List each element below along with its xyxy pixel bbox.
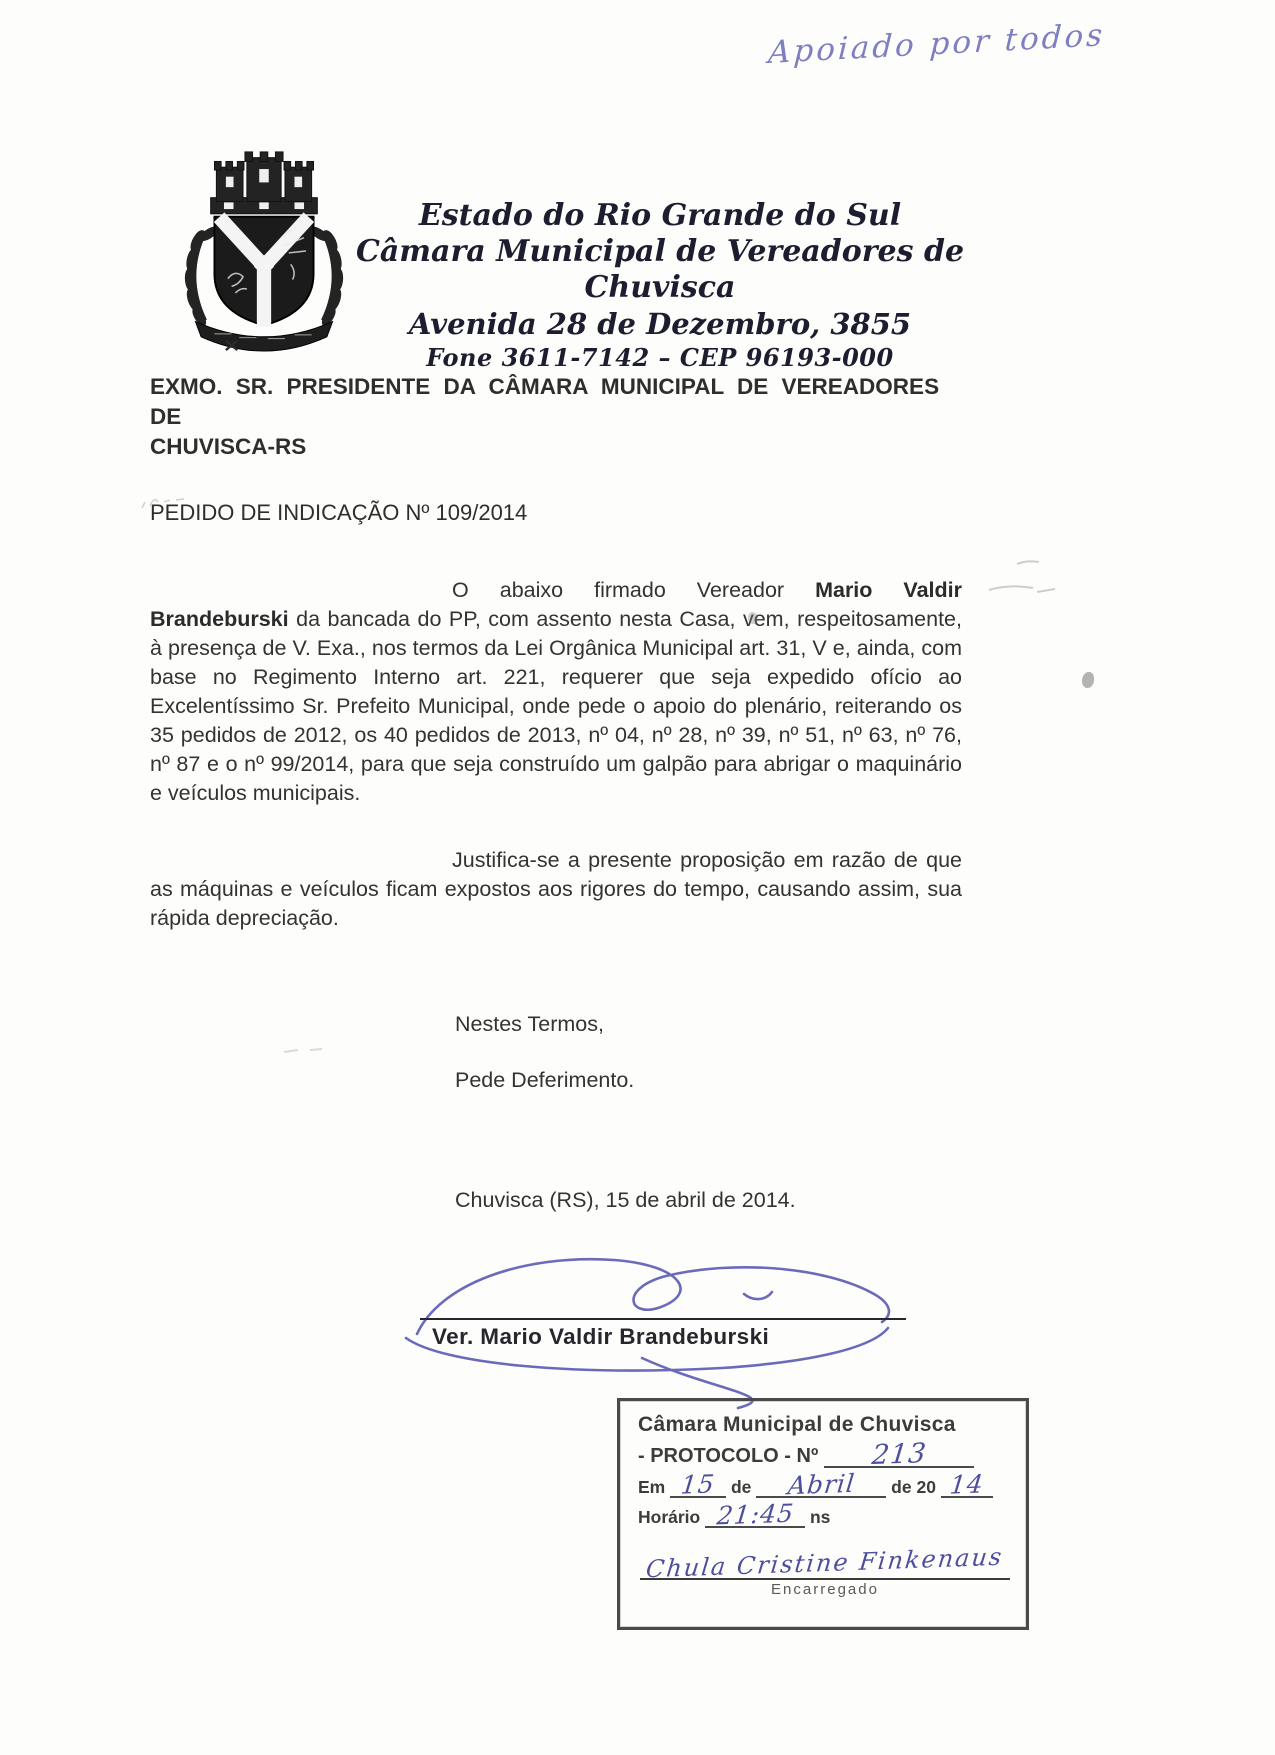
letterhead-phone-cep: Fone 3611-7142 – CEP 96193-000 <box>426 343 894 372</box>
recipient-line2: CHUVISCA-RS <box>150 434 307 459</box>
stamp-year: 14 <box>948 1469 986 1500</box>
signature-line <box>420 1318 906 1320</box>
stamp-day: 15 <box>679 1469 717 1500</box>
document-title: PEDIDO DE INDICAÇÃO Nº 109/2014 <box>150 500 528 525</box>
letterhead-address: Avenida 28 de Dezembro, 3855 <box>408 307 912 341</box>
stamp-time-suffix: ns <box>809 1507 831 1527</box>
stamp-de-label: de <box>730 1477 752 1497</box>
closing-date-place: Chuvisca (RS), 15 de abril de 2014. <box>455 1188 796 1212</box>
stamp-time: 21:45 <box>715 1498 796 1531</box>
stamp-day-blank <box>670 1469 726 1500</box>
letterhead <box>330 198 990 374</box>
stamp-org: Câmara Municipal de Chuvisca <box>638 1413 956 1436</box>
closing-terms: Nestes Termos, <box>455 1012 604 1036</box>
closing-deferment: Pede Deferimento. <box>455 1068 635 1092</box>
p1-author-name: Mario Valdir Brandeburski <box>150 578 962 631</box>
p1-rest: da bancada do PP, com assento nesta Casa, vem, respeitosamente, à presença de V. Exa., nos termos da Lei Orgânica Municipal art. 31, V e, ainda, com base no Regimento Interno art. 221, requerer que seja expedido ofício ao Excelentíssimo Sr. Prefeito Municipal, onde pede o apoio do plenário, reiterando os 35 pedidos de 2012, os 40 pedidos de 2013, nº 04, nº 28, nº 39, nº 51, nº 63, nº 76, nº 87 e o nº 99/2014, para que seja construído um galpão para abrigar o maquinário e veículos municipais. <box>150 607 962 805</box>
handwritten-approval-note: Apoiado por todos <box>767 17 1107 71</box>
signatory-name: Ver. Mario Valdir Brandeburski <box>432 1324 770 1349</box>
stamp-month: Abril <box>786 1468 857 1501</box>
stamp-month-blank <box>756 1468 886 1501</box>
letterhead-state: Estado do Rio Grande do Sul <box>418 198 902 233</box>
p1-intro: O abaixo firmado Vereador <box>452 578 816 602</box>
stamp-time-blank <box>705 1498 805 1531</box>
stamp-de20-label: de 20 <box>891 1477 936 1497</box>
body-paragraph-1 <box>150 576 962 808</box>
protocol-stamp <box>617 1398 1029 1630</box>
recipient-line1: EXMO. SR. PRESIDENTE DA CÂMARA MUNICIPAL DE VEREADORES DE <box>150 374 940 429</box>
stamp-protocol-number: 213 <box>869 1437 928 1472</box>
scan-artifact <box>280 1040 350 1065</box>
letterhead-org: Câmara Municipal de Vereadores de Chuvisca <box>355 234 965 305</box>
body-paragraph-2: Justifica-se a presente proposição em razão de que as máquinas e veículos ficam expostos aos rigores do tempo, causando assim, sua rápida depreciação. <box>150 848 962 930</box>
stamp-signature-row <box>638 1542 1012 1584</box>
stamp-signature-line <box>640 1542 1009 1584</box>
scan-artifact <box>985 556 1075 611</box>
stamp-em-label: Em <box>638 1477 666 1497</box>
stamp-protocol-blank <box>824 1437 974 1472</box>
stamp-year-blank <box>941 1469 993 1500</box>
recipient-heading <box>150 372 962 462</box>
stamp-protocol-row <box>638 1437 1012 1472</box>
stamp-time-row <box>638 1498 1012 1531</box>
stamp-time-label: Horário <box>638 1507 701 1527</box>
ink-smudge <box>1082 672 1094 688</box>
stamp-signature-name: Chula Cristine Finkenaus <box>644 1542 1006 1584</box>
stamp-protocol-label: - PROTOCOLO - Nº <box>638 1445 819 1467</box>
stamp-role-label: Encarregado <box>771 1581 879 1598</box>
stamp-date-row <box>638 1468 1012 1501</box>
